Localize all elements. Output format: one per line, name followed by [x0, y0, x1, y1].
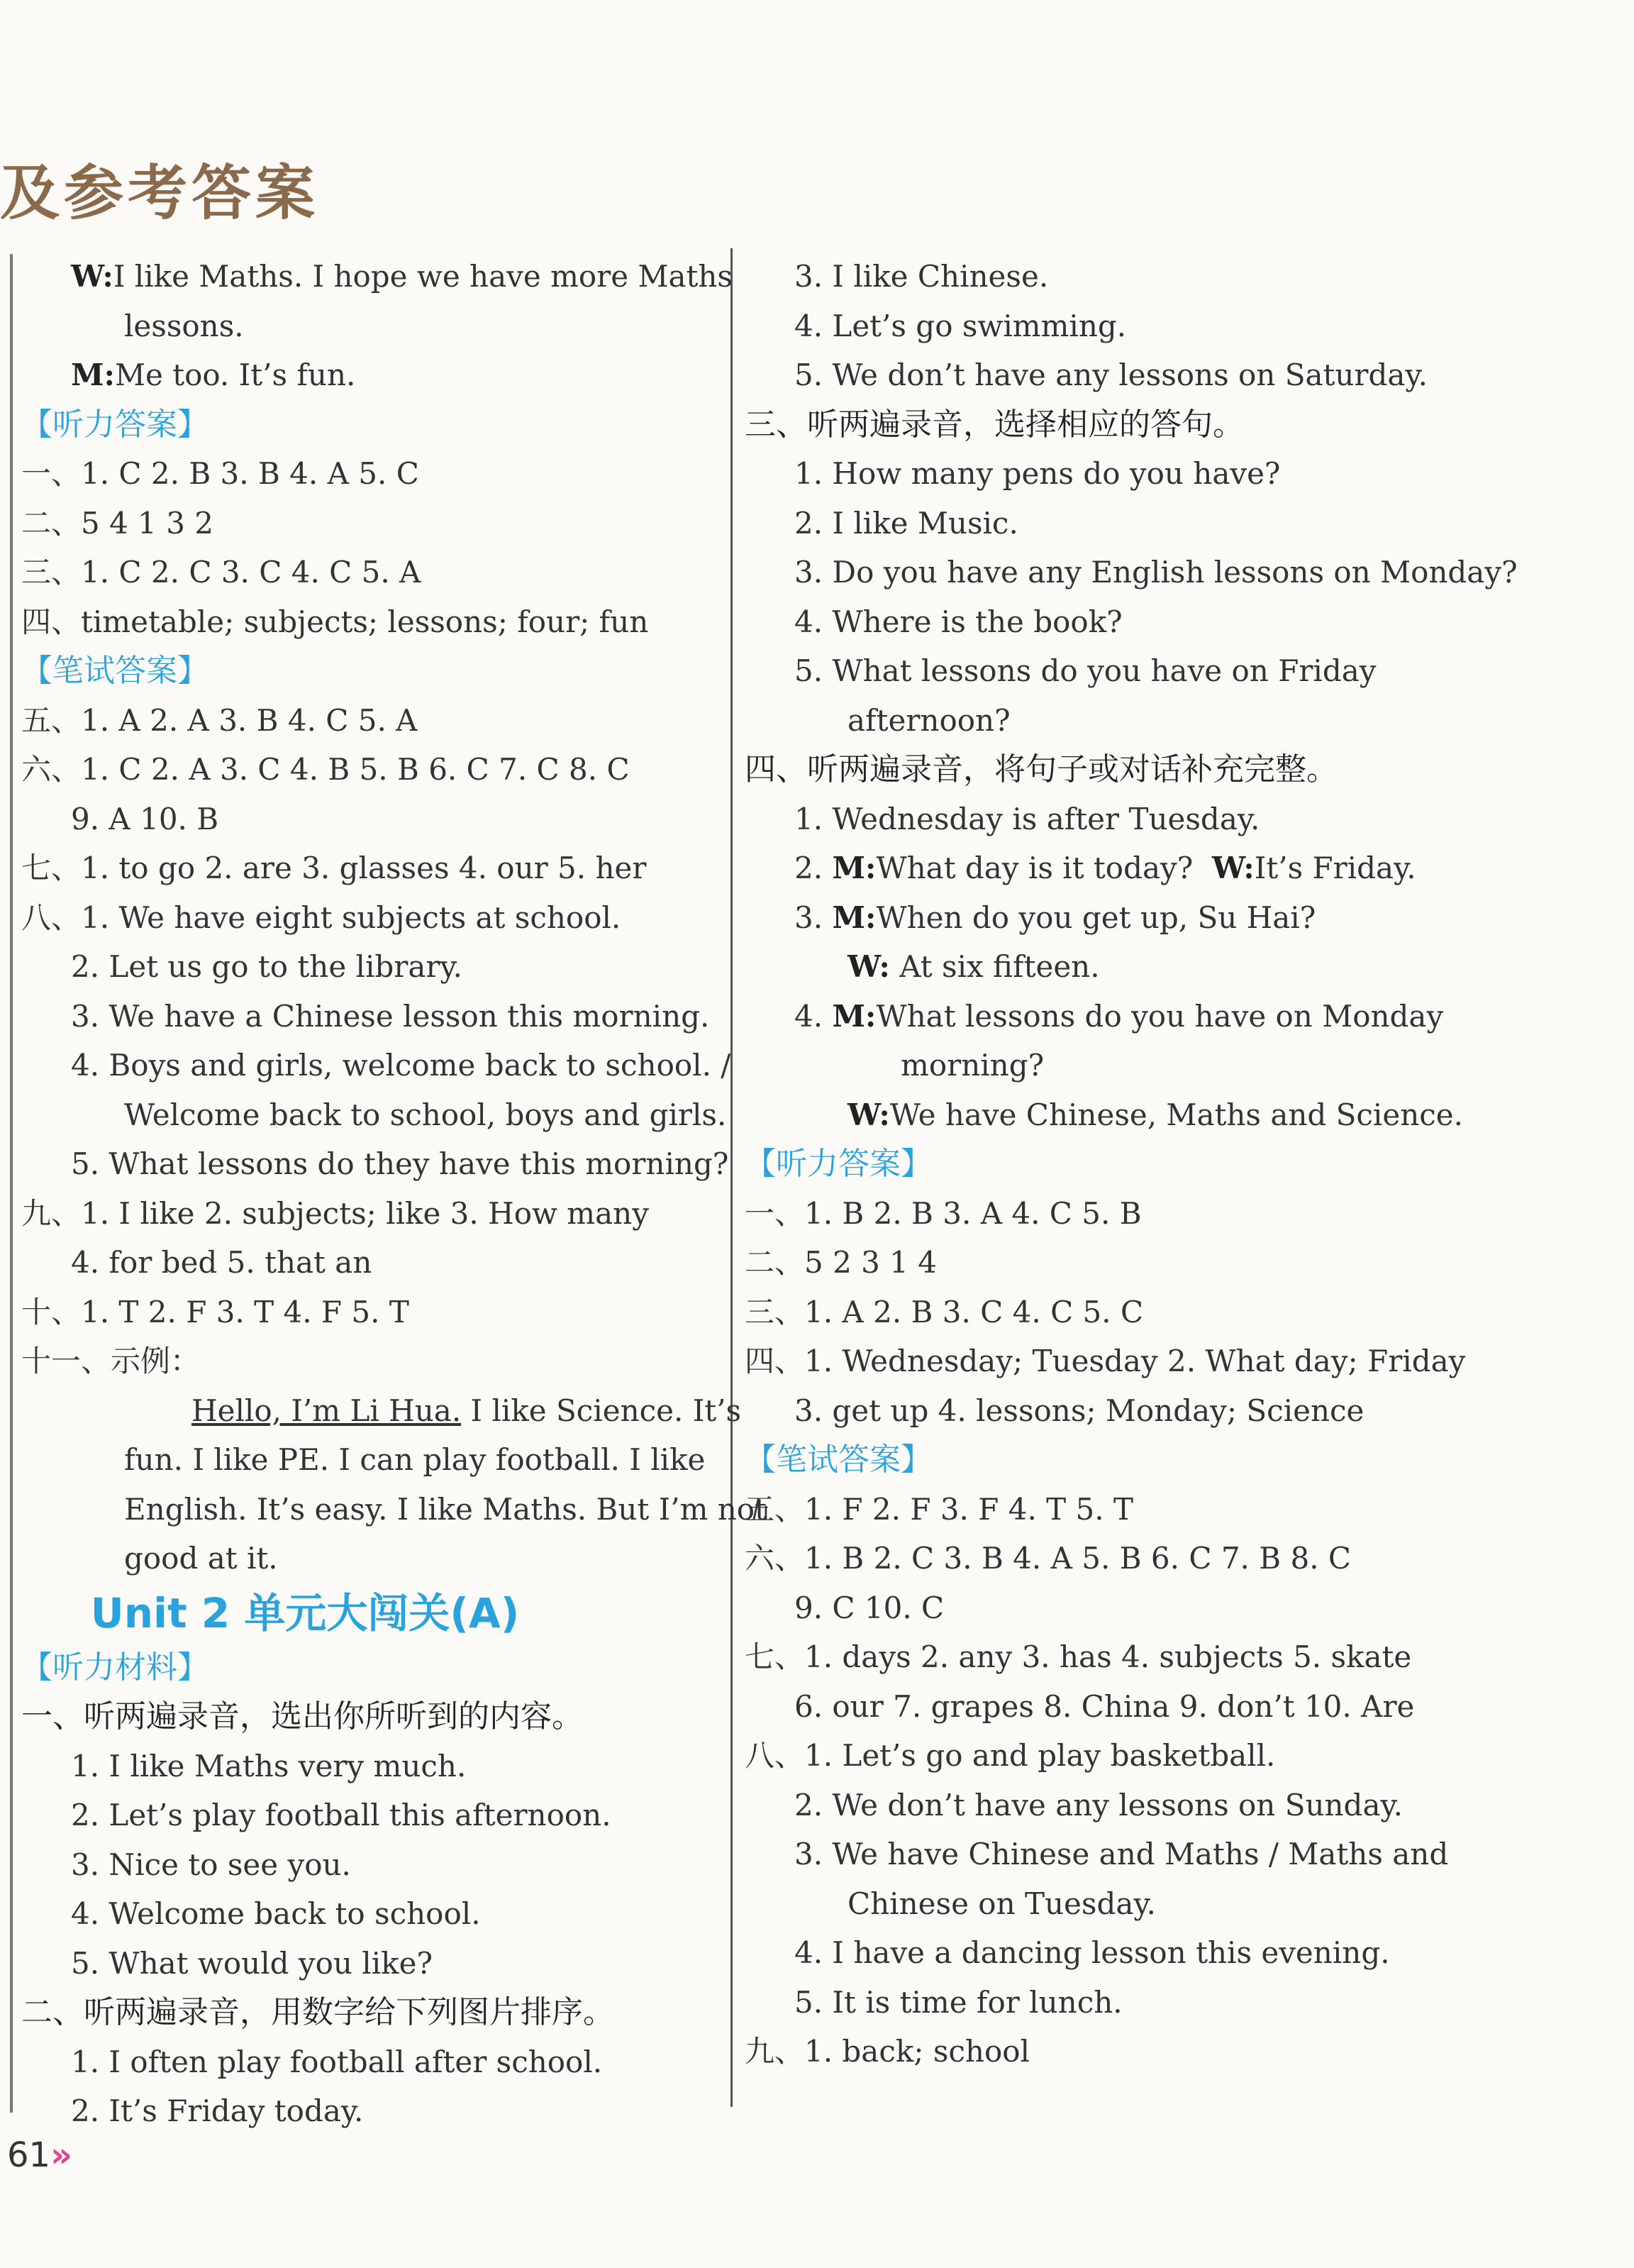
answer-line: 4. Boys and girls, welcome back to school. /	[71, 1048, 731, 1083]
material-line: 4. Let’s go swimming.	[794, 308, 1127, 343]
dialog-line: lessons.	[124, 308, 244, 343]
answer-line: 九、1. back; school	[745, 2034, 1030, 2069]
answer-line: 3. We have a Chinese lesson this morning.	[71, 998, 710, 1034]
dialog-line: morning?	[901, 1048, 1045, 1083]
section-heading: 【笔试答案】	[21, 653, 209, 689]
material-line: 2. I like Music.	[794, 505, 1018, 541]
dialog-line: M:Me too. It’s fun.	[71, 358, 356, 392]
material-line: 4. Where is the book?	[794, 604, 1123, 639]
dialog-line: W:I like Maths. I hope we have more Maths	[71, 259, 733, 294]
dialog-line: 2. M:What day is it today? W:It’s Friday.	[794, 851, 1416, 885]
answer-line: 4. for bed 5. that an	[71, 1245, 372, 1280]
material-line: afternoon?	[847, 702, 1011, 738]
answer-line: 二、5 2 3 1 4	[745, 1245, 938, 1280]
answer-line: Chinese on Tuesday.	[847, 1886, 1156, 1921]
question-heading: 三、听两遍录音，选择相应的答句。	[745, 406, 1244, 443]
answer-line: Welcome back to school, boys and girls.	[124, 1097, 727, 1132]
unit-title: Unit 2 单元大闯关(A)	[90, 1588, 520, 1637]
left-edge-rule	[10, 254, 13, 2113]
dialog-line: W:We have Chinese, Maths and Science.	[847, 1097, 1463, 1132]
answer-line: 5. What lessons do they have this morning?	[71, 1146, 729, 1181]
answer-line: 一、1. C 2. B 3. B 4. A 5. C	[21, 456, 419, 491]
double-chevron-icon: »	[50, 2135, 73, 2175]
answer-line: 3. get up 4. lessons; Monday; Science	[794, 1393, 1365, 1428]
answer-line: 十一、示例：	[21, 1344, 201, 1378]
material-line: 1. I like Maths very much.	[71, 1748, 467, 1783]
answer-line: 一、1. B 2. B 3. A 4. C 5. B	[745, 1195, 1142, 1231]
answer-line: 6. our 7. grapes 8. China 9. don’t 10. Are	[794, 1688, 1415, 1724]
answer-line: 5. It is time for lunch.	[794, 1984, 1123, 2020]
answer-line: 4. I have a dancing lesson this evening.	[794, 1935, 1390, 1970]
answer-line: 3. We have Chinese and Maths / Maths and	[794, 1837, 1449, 1871]
answer-line: 六、1. C 2. A 3. C 4. B 5. B 6. C 7. C 8. C	[21, 752, 630, 787]
section-heading: 【听力答案】	[745, 1146, 932, 1182]
column-divider	[730, 248, 733, 2107]
material-line: 3. I like Chinese.	[794, 259, 1049, 294]
page-header-title: 及参考答案	[0, 157, 320, 228]
material-line: 5. What lessons do you have on Friday	[794, 653, 1377, 688]
answer-line: 七、1. days 2. any 3. has 4. subjects 5. skate	[745, 1639, 1412, 1674]
section-heading: 【听力材料】	[21, 1649, 209, 1686]
left-column	[21, 252, 767, 2136]
section-heading: 【听力答案】	[21, 406, 209, 443]
material-line: 2. Let’s play football this afternoon.	[71, 1798, 611, 1832]
question-heading: 二、听两遍录音，用数字给下列图片排序。	[21, 1994, 614, 2030]
essay-line: fun. I like PE. I can play football. I like	[124, 1442, 706, 1477]
dialog-line: 3. M:When do you get up, Su Hai?	[794, 900, 1316, 935]
answer-line: 六、1. B 2. C 3. B 4. A 5. B 6. C 7. B 8. C	[745, 1541, 1352, 1576]
answer-line: 十、1. T 2. F 3. T 4. F 5. T	[21, 1294, 409, 1329]
answer-line: 四、timetable; subjects; lessons; four; fun	[21, 604, 649, 639]
answer-line: 九、1. I like 2. subjects; like 3. How many	[21, 1195, 649, 1231]
answer-line: 四、1. Wednesday; Tuesday 2. What day; Friday	[745, 1344, 1466, 1378]
essay-line: English. It’s easy. I like Maths. But I’m not	[124, 1491, 767, 1527]
answer-line: 五、1. F 2. F 3. F 4. T 5. T	[745, 1491, 1133, 1527]
answer-line: 9. A 10. B	[71, 801, 219, 836]
material-line: 5. What would you like?	[71, 1945, 433, 1981]
question-heading: 一、听两遍录音，选出你所听到的内容。	[21, 1698, 583, 1735]
answer-line: 2. We don’t have any lessons on Sunday.	[794, 1787, 1403, 1822]
page-number: 61»	[7, 2135, 73, 2175]
answer-line: 八、1. Let’s go and play basketball.	[745, 1738, 1276, 1773]
material-line: 5. We don’t have any lessons on Saturday.	[794, 358, 1428, 392]
answer-line: 二、5 4 1 3 2	[21, 505, 214, 541]
answer-line: 三、1. C 2. C 3. C 4. C 5. A	[21, 555, 421, 590]
material-line: 3. Do you have any English lessons on Monday?	[794, 555, 1518, 590]
material-line: 1. How many pens do you have?	[794, 456, 1281, 491]
answer-line: 七、1. to go 2. are 3. glasses 4. our 5. her	[21, 851, 647, 885]
question-heading: 四、听两遍录音，将句子或对话补充完整。	[745, 751, 1338, 787]
answer-line: 9. C 10. C	[794, 1590, 945, 1625]
dialog-line: W: At six fifteen.	[847, 949, 1100, 984]
dialog-line: 4. M:What lessons do you have on Monday	[794, 998, 1444, 1034]
material-line: 1. Wednesday is after Tuesday.	[794, 801, 1260, 836]
answer-line: 八、1. We have eight subjects at school.	[21, 900, 621, 935]
material-line: 1. I often play football after school.	[71, 2044, 603, 2079]
right-column	[745, 252, 1518, 2076]
answer-line: 五、1. A 2. A 3. B 4. C 5. A	[21, 702, 418, 738]
essay-line: Hello, I’m Li Hua. I like Science. It’s	[191, 1393, 742, 1428]
essay-line: good at it.	[124, 1541, 278, 1576]
answer-line: 三、1. A 2. B 3. C 4. C 5. C	[745, 1294, 1144, 1329]
material-line: 3. Nice to see you.	[71, 1847, 351, 1882]
answer-line: 2. Let us go to the library.	[71, 949, 462, 984]
section-heading: 【笔试答案】	[745, 1442, 932, 1478]
material-line: 4. Welcome back to school.	[71, 1896, 481, 1931]
material-line: 2. It’s Friday today.	[71, 2093, 364, 2128]
